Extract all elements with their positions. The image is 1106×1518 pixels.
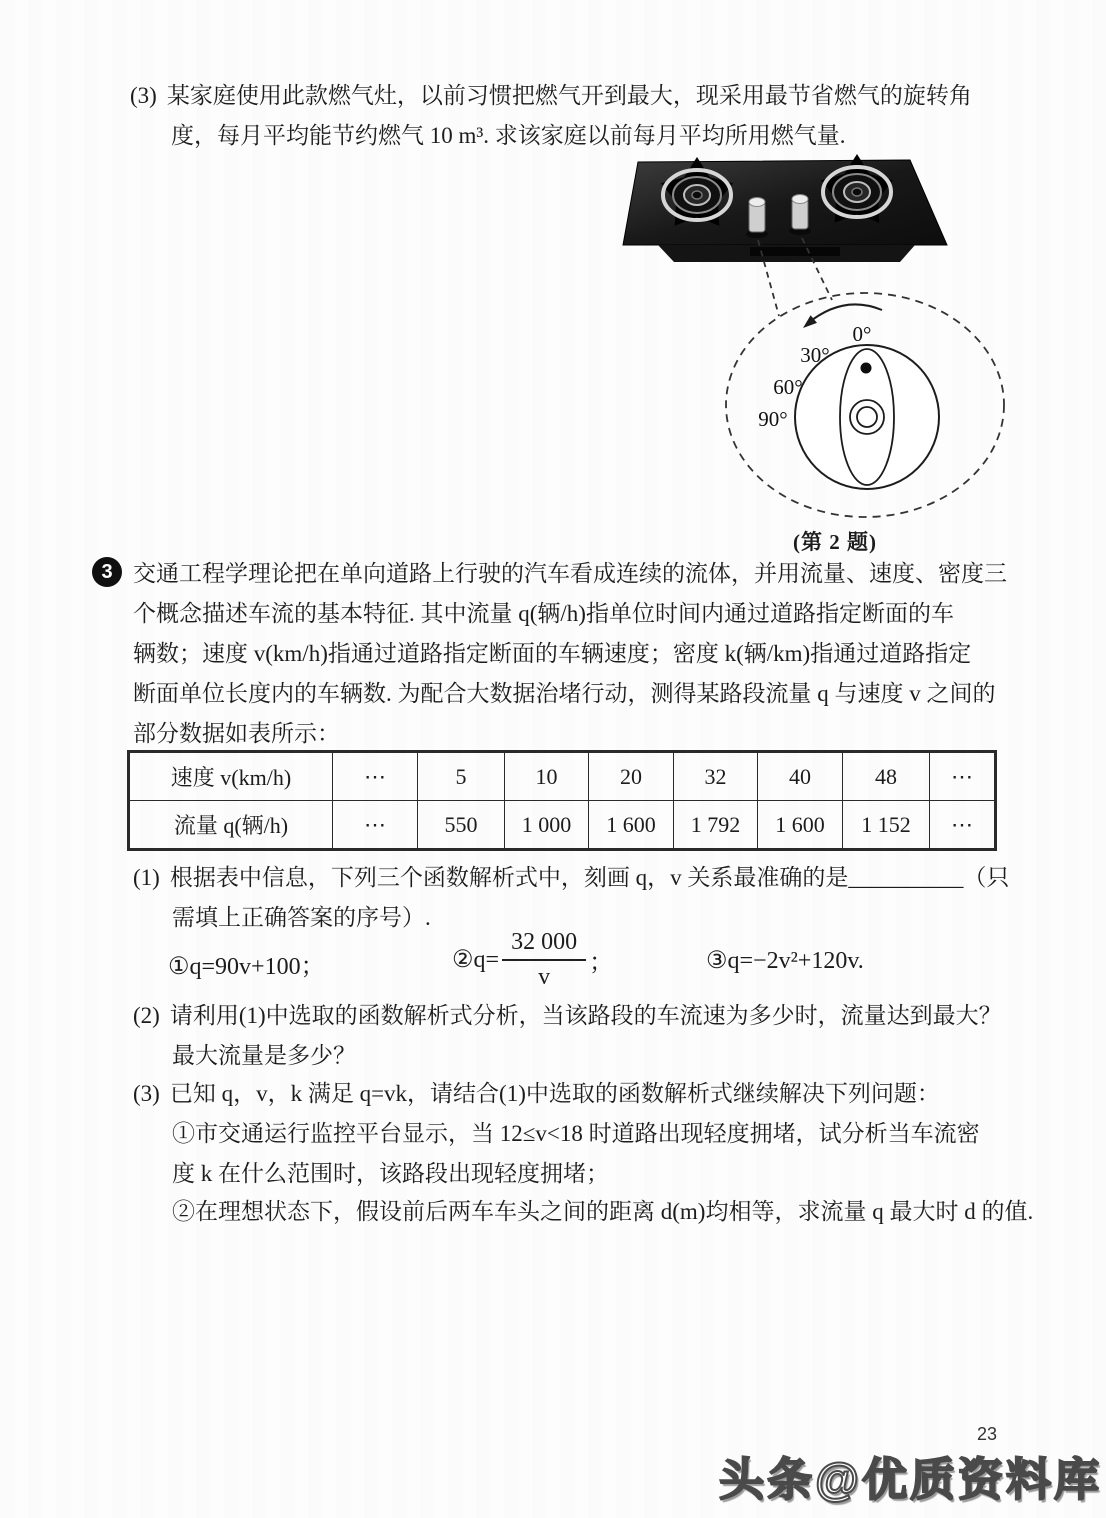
equation-2-suffix: ； <box>589 950 614 977</box>
stove-photo <box>623 154 947 262</box>
q1-text1: 根据表中信息，下列三个函数解析式中，刻画 q，v 关系最准确的是__________（只 <box>169 865 1010 890</box>
table-row-flow <box>129 801 996 850</box>
q2-label: (2) <box>133 1003 160 1028</box>
table-cell: 40 <box>758 752 843 801</box>
fraction <box>502 928 586 992</box>
speed-flow-table <box>127 750 997 851</box>
figure-caption: (第 2 题) <box>793 530 877 554</box>
q2-line1 <box>133 1000 1002 1032</box>
table-cell: 550 <box>418 801 505 850</box>
problem3-line5: 部分数据如表所示： <box>133 721 340 746</box>
table-cell: 32 <box>674 752 758 801</box>
dial-label-90: 90° <box>758 407 788 431</box>
problem2-part3-line2: 度，每月平均能节约燃气 10 m³. 求该家庭以前每月平均所用燃气量. <box>171 123 846 148</box>
q3-sub2: ②在理想状态下，假设前后两车车头之间的距离 d(m)均相等，求流量 q 最大时 d 的值. <box>172 1199 1034 1224</box>
table-cell: 1 600 <box>589 801 674 850</box>
table-cell: 5 <box>418 752 505 801</box>
stove-figure <box>600 148 1020 548</box>
problem3-line1: 交通工程学理论把在单向道路上行驶的汽车看成连续的流体，并用流量、速度、密度三 <box>133 561 1007 586</box>
table-cell: 1 000 <box>505 801 589 850</box>
q1-label: (1) <box>133 865 160 890</box>
q3-text1: 已知 q，v，k 满足 q=vk，请结合(1)中选取的函数解析式继续解决下列问题： <box>169 1081 940 1106</box>
table-row-speed <box>129 752 996 801</box>
table-cell: 10 <box>505 752 589 801</box>
equation-2-prefix: ②q= <box>452 947 500 974</box>
watermark: 头条@优质资料库 <box>719 1454 1102 1505</box>
q3-line1 <box>133 1078 940 1110</box>
fraction-numerator: 32 000 <box>502 928 586 961</box>
problem3-line3: 辆数；速度 v(km/h)指通过道路指定断面的车辆速度；密度 k(辆/km)指通过道路指定 <box>133 641 972 666</box>
problem3-line4: 断面单位长度内的车辆数. 为配合大数据治堵行动，测得某路段流量 q 与速度 v 之间的 <box>133 681 996 706</box>
q2-line2: 最大流量是多少？ <box>172 1043 356 1068</box>
problem2-part3-line1 <box>130 80 972 112</box>
equation-1: ①q=90v+100； <box>168 954 325 980</box>
equation-2 <box>452 928 613 992</box>
q3-sub1-line2: 度 k 在什么范围时，该路段出现轻度拥堵； <box>172 1161 609 1186</box>
equation-3: ③q=−2v²+120v. <box>706 948 864 974</box>
problem3-line2: 个概念描述车流的基本特征. 其中流量 q(辆/h)指单位时间内通过道路指定断面的车 <box>133 601 954 626</box>
table-cell: ⋯ <box>333 801 418 850</box>
part3-text1: 某家庭使用此款燃气灶，以前习惯把燃气开到最大，现采用最节省燃气的旋转角 <box>166 83 972 108</box>
table-cell: 48 <box>843 752 930 801</box>
table-cell: ⋯ <box>333 752 418 801</box>
table-cell: 1 152 <box>843 801 930 850</box>
dial-label-60: 60° <box>773 375 803 399</box>
dial-label-30: 30° <box>800 343 830 367</box>
table-cell: ⋯ <box>930 801 996 850</box>
q2-text1: 请利用(1)中选取的函数解析式分析，当该路段的车流速为多少时，流量达到最大？ <box>169 1003 1002 1028</box>
table-cell: 1 600 <box>758 801 843 850</box>
q3-label: (3) <box>133 1081 160 1106</box>
row-header-speed: 速度 v(km/h) <box>129 752 333 801</box>
q3-sub1-line1: ①市交通运行监控平台显示，当 12≤v<18 时道路出现轻度拥堵，试分析当车流密 <box>172 1121 980 1146</box>
problem3-number-badge: 3 <box>92 557 122 587</box>
table-cell: 1 792 <box>674 801 758 850</box>
fraction-denominator: v <box>538 963 551 990</box>
q1-line1 <box>133 862 1009 894</box>
table-cell: 20 <box>589 752 674 801</box>
dial-label-0: 0° <box>852 322 872 346</box>
table-cell: ⋯ <box>930 752 996 801</box>
q1-line2: 需填上正确答案的序号）. <box>172 905 431 930</box>
part3-label: (3) <box>130 83 157 108</box>
page-number: 23 <box>977 1424 998 1444</box>
row-header-flow: 流量 q(辆/h) <box>129 801 333 850</box>
